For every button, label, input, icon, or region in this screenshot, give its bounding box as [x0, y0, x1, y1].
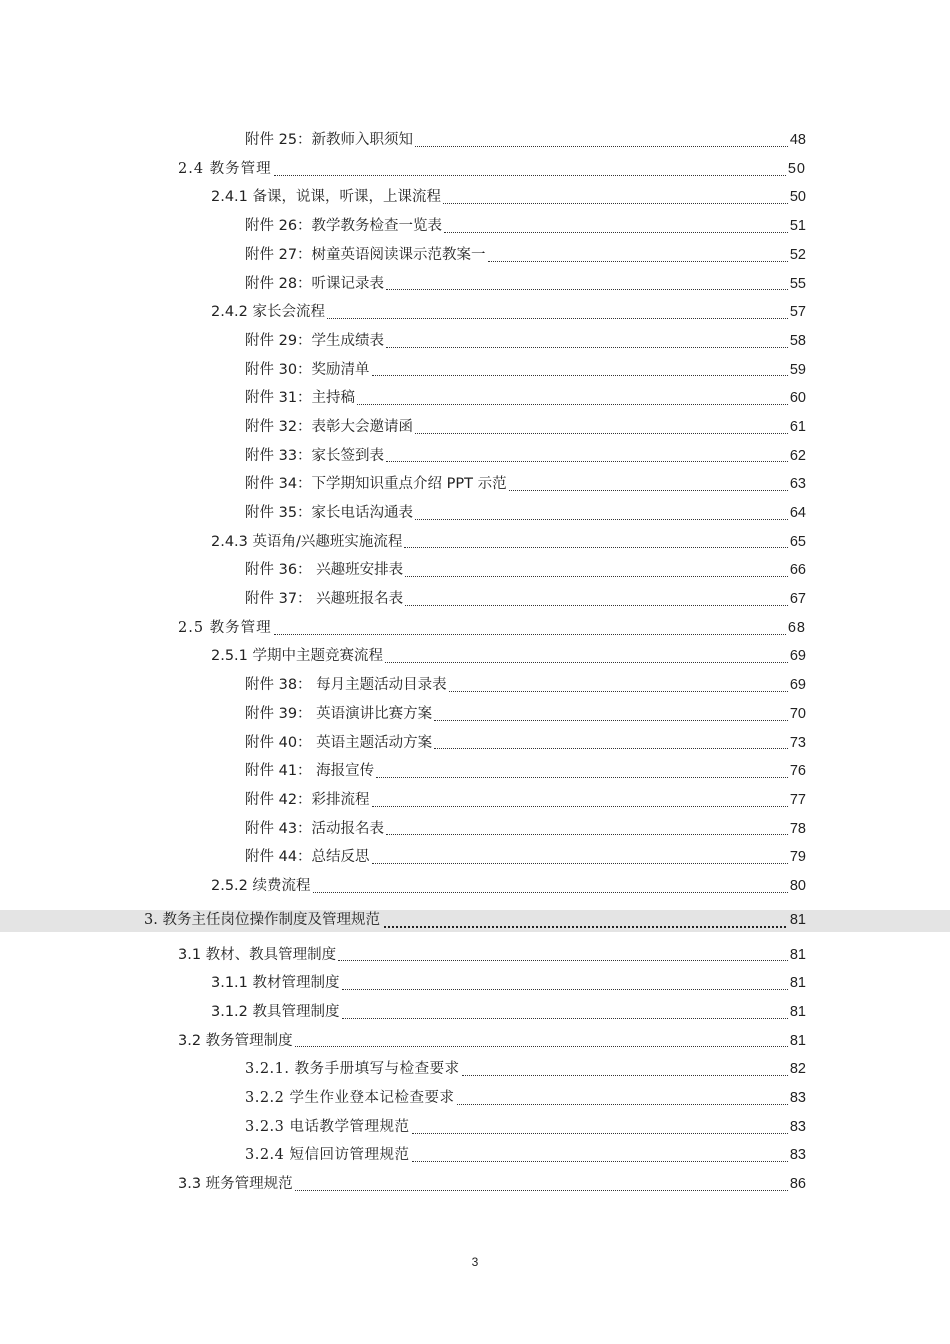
toc-entry-label: 3.1.2 教具管理制度	[211, 1004, 340, 1021]
toc-entry-page: 76	[789, 763, 806, 780]
toc-entry[interactable]	[0, 872, 950, 901]
toc-entry[interactable]	[0, 1170, 950, 1199]
toc-entry-label: 附件 42：彩排流程	[245, 791, 370, 808]
toc-entry-page: 62	[789, 447, 806, 464]
dot-leader	[342, 989, 788, 990]
dot-leader	[434, 720, 788, 721]
toc-entry[interactable]	[0, 126, 950, 155]
toc-entry[interactable]	[0, 642, 950, 671]
toc-entry-label: 附件 33：家长签到表	[245, 447, 385, 464]
toc-entry-page: 82	[789, 1061, 806, 1078]
toc-entry[interactable]	[0, 183, 950, 212]
dot-leader	[386, 289, 788, 290]
toc-entry-page: 51	[789, 218, 806, 235]
dot-leader	[376, 777, 788, 778]
dot-leader	[386, 834, 788, 835]
toc-entry-label: 3.2.1. 教务手册填写与检查要求	[245, 1061, 460, 1078]
dot-leader	[434, 748, 788, 749]
toc-entry[interactable]	[0, 528, 950, 557]
dot-leader	[405, 576, 788, 577]
toc-entry-label: 2.5 教务管理	[178, 619, 272, 636]
toc-entry[interactable]	[0, 413, 950, 442]
toc-entry-label: 2.5.1 学期中主题竞赛流程	[211, 648, 384, 665]
toc-entry[interactable]	[0, 212, 950, 241]
toc-entry-label: 附件 34：下学期知识重点介绍 PPT 示范	[245, 476, 507, 493]
dot-leader	[357, 404, 788, 405]
dot-leader	[444, 232, 788, 233]
toc-entry-page: 81	[789, 912, 806, 929]
toc-entry-page: 61	[789, 418, 806, 435]
toc-entry-label: 附件 40： 英语主题活动方案	[245, 734, 433, 751]
dot-leader	[449, 691, 788, 692]
toc-entry[interactable]	[0, 1055, 950, 1084]
toc-entry-label: 附件 25：新教师入职须知	[245, 132, 414, 149]
toc-entry-label: 3.2.2 学生作业登本记检查要求	[245, 1090, 455, 1107]
dot-leader	[384, 926, 786, 928]
dot-leader	[327, 318, 788, 319]
toc-entry[interactable]	[0, 843, 950, 872]
toc-entry-page: 77	[789, 791, 806, 808]
dot-leader	[372, 863, 788, 864]
toc-entry-label: 附件 43：活动报名表	[245, 820, 385, 837]
toc-entry[interactable]	[0, 470, 950, 499]
toc-entry-page: 52	[789, 246, 806, 263]
toc-chapter-entry[interactable]	[0, 910, 950, 932]
toc-entry-page: 60	[789, 390, 806, 407]
dot-leader	[372, 375, 788, 376]
toc-entry[interactable]	[0, 614, 950, 643]
toc-entry-page: 48	[789, 132, 806, 149]
toc-entry-page: 81	[789, 975, 806, 992]
dot-leader	[457, 1104, 788, 1105]
toc-entry[interactable]	[0, 969, 950, 998]
toc-entry[interactable]	[0, 941, 950, 970]
toc-entry-label: 2.4.1 备课，说课，听课，上课流程	[211, 189, 442, 206]
toc-entry[interactable]	[0, 786, 950, 815]
toc-entry-label: 2.5.2 续费流程	[211, 877, 311, 894]
toc-entry-label: 3.2.3 电话教学管理规范	[245, 1118, 410, 1135]
toc-entry[interactable]	[0, 499, 950, 528]
toc-entry-label: 3.1.1 教材管理制度	[211, 975, 340, 992]
toc-entry-page: 69	[789, 677, 806, 694]
toc-entry-label: 3.2 教务管理制度	[178, 1032, 293, 1049]
toc-entry-page: 58	[789, 332, 806, 349]
dot-leader	[405, 605, 788, 606]
dot-leader	[313, 892, 788, 893]
toc-entry-label: 附件 32：表彰大会邀请函	[245, 418, 414, 435]
toc-entry-label: 附件 30：奖励清单	[245, 361, 370, 378]
toc-entry-label: 附件 36： 兴趣班安排表	[245, 562, 404, 579]
toc-entry-page: 70	[789, 705, 806, 722]
toc-entry[interactable]	[0, 1113, 950, 1142]
toc-entry-label: 2.4.3 英语角/兴趣班实施流程	[211, 533, 403, 550]
dot-leader	[412, 1133, 788, 1134]
toc-entry-page: 57	[789, 304, 806, 321]
toc-entry-page: 67	[789, 591, 806, 608]
toc-entry-page: 81	[789, 946, 806, 963]
dot-leader	[338, 960, 788, 961]
toc-entry-page: 64	[789, 505, 806, 522]
toc-entry[interactable]	[0, 269, 950, 298]
dot-leader	[412, 1161, 788, 1162]
dot-leader	[342, 1018, 788, 1019]
toc-entry-label: 2.4 教务管理	[178, 160, 272, 177]
toc-entry-page: 55	[789, 275, 806, 292]
dot-leader	[488, 261, 788, 262]
toc-entry-page: 81	[789, 1032, 806, 1049]
toc-entry-page: 59	[789, 361, 806, 378]
toc-entry-page: 79	[789, 849, 806, 866]
dot-leader	[404, 547, 787, 548]
toc-entry-page: 63	[789, 476, 806, 493]
toc-entry-page: 86	[789, 1176, 806, 1193]
toc-entry[interactable]	[0, 998, 950, 1027]
toc-entry-label: 3. 教务主任岗位操作制度及管理规范	[144, 912, 380, 929]
toc-entry-page: 50	[787, 160, 806, 177]
toc-entry[interactable]	[0, 1027, 950, 1056]
toc-entry-page: 83	[789, 1090, 806, 1107]
dot-leader	[462, 1075, 788, 1076]
toc-entry[interactable]	[0, 241, 950, 270]
toc-entry-page: 83	[789, 1118, 806, 1135]
toc-entry-label: 附件 28：听课记录表	[245, 275, 385, 292]
toc-entry[interactable]	[0, 815, 950, 844]
toc-entry-label: 附件 31：主持稿	[245, 390, 356, 407]
toc-entry[interactable]	[0, 298, 950, 327]
toc-entry-label: 附件 29：学生成绩表	[245, 332, 385, 349]
toc-entry-page: 65	[789, 533, 806, 550]
toc-entry[interactable]	[0, 1141, 950, 1170]
toc-entry-page: 81	[789, 1004, 806, 1021]
table-of-contents	[0, 126, 950, 1199]
toc-entry-label: 3.2.4 短信回访管理规范	[245, 1147, 410, 1164]
toc-entry[interactable]	[0, 155, 950, 184]
toc-entry-page: 80	[789, 877, 806, 894]
dot-leader	[509, 490, 788, 491]
dot-leader	[415, 519, 788, 520]
toc-entry-label: 附件 44：总结反思	[245, 849, 370, 866]
toc-entry-label: 附件 39： 英语演讲比赛方案	[245, 705, 433, 722]
dot-leader	[415, 146, 788, 147]
toc-entry[interactable]	[0, 757, 950, 786]
dot-leader	[443, 203, 788, 204]
dot-leader	[386, 347, 788, 348]
toc-entry[interactable]	[0, 556, 950, 585]
dot-leader	[415, 433, 788, 434]
toc-entry[interactable]	[0, 585, 950, 614]
toc-entry-page: 78	[789, 820, 806, 837]
toc-entry-page: 69	[789, 648, 806, 665]
toc-entry[interactable]	[0, 356, 950, 385]
toc-entry-label: 2.4.2 家长会流程	[211, 304, 326, 321]
toc-entry-label: 附件 35：家长电话沟通表	[245, 505, 414, 522]
toc-entry[interactable]	[0, 327, 950, 356]
toc-entry[interactable]	[0, 700, 950, 729]
dot-leader	[274, 634, 786, 635]
toc-entry-page: 66	[789, 562, 806, 579]
toc-entry[interactable]	[0, 728, 950, 757]
toc-entry-page: 68	[787, 619, 806, 636]
dot-leader	[385, 662, 788, 663]
toc-entry[interactable]	[0, 442, 950, 471]
dot-leader	[274, 175, 786, 176]
dot-leader	[372, 806, 788, 807]
dot-leader	[386, 461, 788, 462]
toc-entry-label: 附件 26：教学教务检查一览表	[245, 218, 443, 235]
page-number: 3	[471, 1255, 479, 1269]
toc-entry-page: 73	[789, 734, 806, 751]
toc-entry-label: 附件 37： 兴趣班报名表	[245, 591, 404, 608]
toc-entry-page: 50	[789, 189, 806, 206]
toc-entry-label: 3.1 教材、教具管理制度	[178, 946, 337, 963]
toc-entry-label: 附件 27：树童英语阅读课示范教案一	[245, 246, 486, 263]
toc-entry-label: 3.3 班务管理规范	[178, 1176, 293, 1193]
dot-leader	[295, 1190, 788, 1191]
toc-entry-page: 83	[789, 1147, 806, 1164]
toc-entry[interactable]	[0, 384, 950, 413]
toc-entry-label: 附件 38： 每月主题活动目录表	[245, 677, 447, 694]
dot-leader	[295, 1046, 788, 1047]
toc-entry-label: 附件 41： 海报宣传	[245, 763, 375, 780]
toc-entry[interactable]	[0, 671, 950, 700]
toc-entry[interactable]	[0, 1084, 950, 1113]
